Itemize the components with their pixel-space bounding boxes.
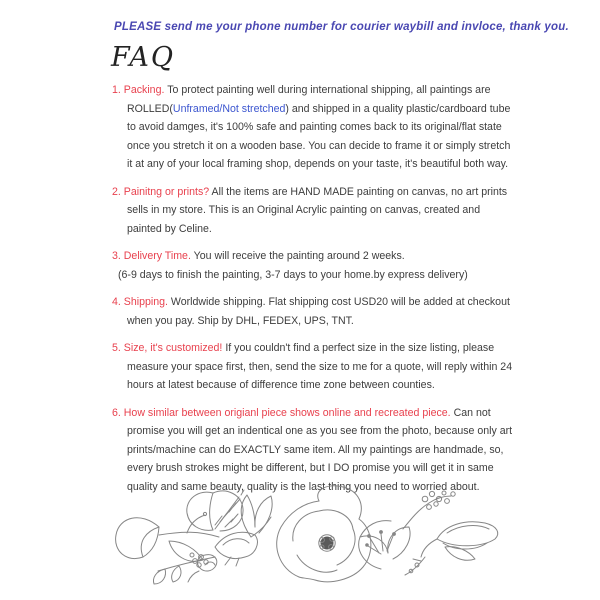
- faq-item-painting-or-prints: [112, 183, 515, 239]
- faq-item-heading: 6. How similar between origianl piece shows online and recreated piece.: [112, 406, 451, 419]
- faq-item-shipping: [112, 293, 515, 330]
- unframed-highlight-text: Unframed/Not stretched: [172, 102, 286, 115]
- flower-line-art: [103, 481, 509, 599]
- faq-item-size-customized: [112, 339, 515, 395]
- page-title: FAQ: [111, 42, 176, 73]
- faq-item-heading: 1. Packing.: [112, 84, 165, 96]
- faq-item-text: Worldwide shipping. Flat shipping cost USD20 will be added at checkout when you pay. Ship by DHL, FEDEX, UPS, TNT.: [127, 296, 510, 327]
- faq-item-delivery-time: [112, 247, 515, 284]
- faq-list: [112, 81, 515, 505]
- courier-notice-text: PLEASE send me your phone number for courier waybill and invloce, thank you.: [114, 21, 569, 33]
- faq-item-text: Can not promise you will get an indentical one as you see from the photo, because only art prints/machine can do EXACTLY same item. All my paintings are handmade, so, every brush strokes might be different, but I DO promise you will get it in same quality and same beauty, quality is the last thing you need to worried about.: [127, 406, 513, 493]
- faq-item-heading: 5. Size, it's customized!: [112, 342, 223, 354]
- faq-item-packing: [112, 81, 515, 174]
- faq-item-heading: 4. Shipping.: [112, 296, 168, 308]
- faq-item-text: All the items are HAND MADE painting on canvas, no art prints sells in my store. This is an Original Acrylic painting on canvas, created and painted by Celine.: [127, 185, 508, 235]
- faq-item-text: ) and shipped in a quality plastic/cardboard tube to avoid damges, it's 100% safe and painting comes back to its original/flat state once you stretch it on a wooden base. You can decide to frame it or simply stretch it at any of your local framing shop, depends on your taste, it's beautiful both way.: [127, 102, 511, 170]
- delivery-time-note: (6-9 days to finish the painting, 3-7 days to your home.by express delivery): [118, 268, 468, 281]
- faq-item-text: To protect painting well during international shipping, all paintings are ROLLED(: [127, 84, 491, 115]
- faq-item-text: You will receive the painting around 2 weeks.: [193, 250, 405, 262]
- faq-item-heading: 2. Painitng or prints?: [112, 185, 210, 198]
- faq-item-heading: 3. Delivery Time.: [112, 250, 191, 262]
- faq-item-text: If you couldn't find a perfect size in the size listing, please measure your space first, then, send the size to me for a quote, will reply within 24 hours at latest because of difference time zone between counties.: [127, 342, 513, 391]
